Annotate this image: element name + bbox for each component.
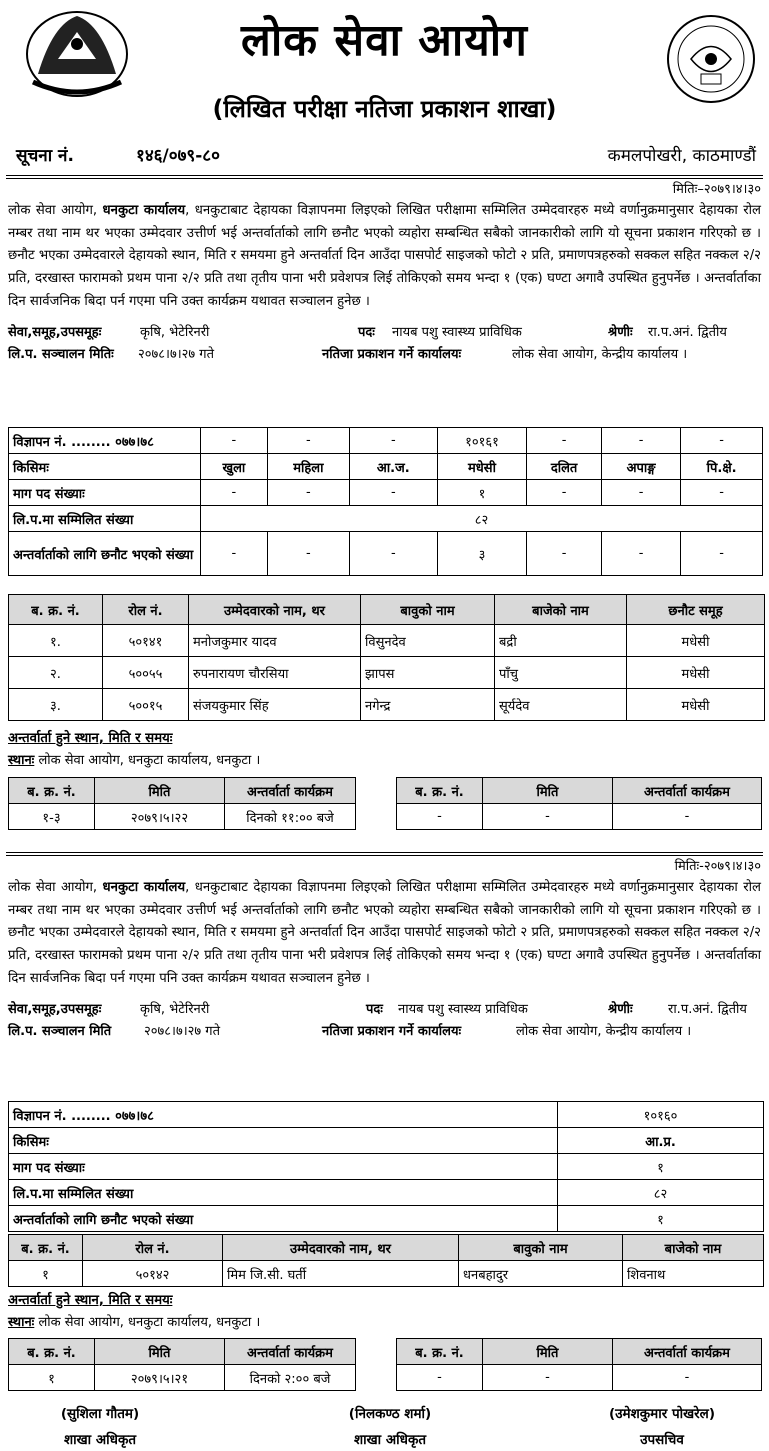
table-row: माग पद संख्याः - - - १ - - - xyxy=(9,480,763,506)
signature-title: उपसचिव xyxy=(640,1432,684,1448)
class-label: श्रेणीः xyxy=(608,324,633,340)
interview-heading: अन्तर्वार्ता हुने स्थान, मिति र समयः xyxy=(8,1293,173,1308)
service-value: कृषि, भेटेरिनरी xyxy=(140,1001,210,1017)
post-info xyxy=(0,322,769,366)
notice-number: १४६/०७९-८० xyxy=(136,146,220,166)
psc-logo-icon xyxy=(666,14,756,104)
result-office-label: नतिजा प्रकाशन गर्ने कार्यालयः xyxy=(322,1023,462,1039)
service-value: कृषि, भेटेरिनरी xyxy=(140,324,210,340)
divider xyxy=(6,852,763,856)
table-row: किसिमः खुला महिला आ.ज. मधेसी दलित अपाङ्ग पि.क्षे. xyxy=(9,454,763,480)
table-row: २. ५००५५ रुपनारायण चौरसिया झापस पाँचु मधेसी xyxy=(9,657,765,689)
schedule-table-left xyxy=(8,1338,356,1391)
table-row: - - - xyxy=(397,1365,762,1391)
table-row: अन्तर्वार्ताको लागि छनौट भएको संख्या १ xyxy=(9,1206,764,1232)
exam-date-label: लि.प. सञ्चालन मितिः xyxy=(8,346,114,362)
table-row: १-३ २०७९।५।२२ दिनको ११:०० बजे xyxy=(9,804,356,830)
signature-title: शाखा अधिकृत xyxy=(353,1432,427,1448)
signature-name: (सुशिला गौतम) xyxy=(60,1406,140,1422)
notice-paragraph: लोक सेवा आयोग, धनकुटा कार्यालय, धनकुटाबाट देहायका विज्ञापनमा लिइएको लिखित परीक्षामा सम्मिलित उम्मेदवारहरु मध्ये वर्णानुक्रमानुसार देहायका रोल नम्बर तथा नाम थर भएका उम्मेदवार उत्तीर्ण भई अन्तर्वार्ताको लागि छनौट भएको व्यहोरा सम्बन्धित सबैको जानकारीको लागि यो सूचना प्रकाशन गरिएको छ । छनौट भएका उम्मेदवारले देहायको स्थान, मिति र समयमा हुने अन्तर्वार्ता दिन आउँदा पासपोर्ट साइजको फोटो २ प्रति, प्रमाणपत्रहरुको सक्कल सहित नक्कल २/२ प्रति, दरखास्त फारामको प्रथम पाना २/२ प्रति तथा तृतीय पाना भरी प्रवेशपत्र लिई तोकिएको समय भन्दा १ (एक) घण्टा अगावै उपस्थित हुनुपर्नेछ । अन्तर्वार्ताका दिन सार्वजनिक बिदा पर्न गएमा पनि उक्त कार्यक्रम यथावत सञ्चालन हुनेछ । xyxy=(8,203,761,309)
notice-section-1 xyxy=(0,180,769,826)
table-row: १. ५०१४१ मनोजकुमार यादव विसुनदेव बद्री मधेसी xyxy=(9,625,765,657)
page-subtitle: (लिखित परीक्षा नतिजा प्रकाशन शाखा) xyxy=(212,95,557,123)
class-value: रा.प.अनं. द्वितीय xyxy=(648,324,727,340)
exam-date-value: २०७८।७।२७ गते xyxy=(138,346,215,362)
post-info xyxy=(0,999,769,1043)
summary-table xyxy=(8,427,763,576)
result-office-value: लोक सेवा आयोग, केन्द्रीय कार्यालय । xyxy=(516,1023,692,1039)
page-title: लोक सेवा आयोग xyxy=(241,15,528,66)
exam-date-label: लि.प. सञ्चालन मिति xyxy=(8,1023,112,1039)
post-value: नायब पशु स्वास्थ्य प्राविधिक xyxy=(398,1001,528,1017)
table-row: माग पद संख्याः १ xyxy=(9,1154,764,1180)
post-label: पदः xyxy=(358,324,375,340)
table-row: - - - xyxy=(397,804,762,830)
venue-line: स्थानः लोक सेवा आयोग, धनकुटा कार्यालय, धनकुटा । xyxy=(8,753,261,768)
candidates-table xyxy=(8,594,765,721)
table-row: विज्ञापन नं. ........ ०७७।७८ - - - १०१६१ - - - xyxy=(9,428,763,454)
result-office-label: नतिजा प्रकाशन गर्ने कार्यालयः xyxy=(322,346,462,362)
schedule-table-right xyxy=(396,777,762,830)
post-value: नायब पशु स्वास्थ्य प्राविधिक xyxy=(392,324,522,340)
divider xyxy=(6,175,763,179)
venue-line: स्थानः लोक सेवा आयोग, धनकुटा कार्यालय, धनकुटा । xyxy=(8,1315,261,1330)
signature-name: (उमेशकुमार पोखरेल) xyxy=(608,1406,716,1422)
table-row: ३. ५००१५ संजयकुमार सिंह नगेन्द्र सूर्यदेव मधेसी xyxy=(9,689,765,721)
table-header-row: ब. क्र. नं. रोल नं. उम्मेदवारको नाम, थर बावुको नाम बाजेको नाम xyxy=(9,1235,764,1261)
signature-title: शाखा अधिकृत xyxy=(63,1432,137,1448)
candidates-table xyxy=(8,1234,764,1287)
table-row: अन्तर्वार्ताको लागि छनौट भएको संख्या - - - ३ - - - xyxy=(9,532,763,576)
table-row: लि.प.मा सम्मिलित संख्या ८२ xyxy=(9,1180,764,1206)
class-value: रा.प.अनं. द्वितीय xyxy=(668,1001,747,1017)
schedule-table-right xyxy=(396,1338,762,1391)
notice-number-row xyxy=(16,143,756,169)
table-header-row: ब. क्र. नं. मिति अन्तर्वार्ता कार्यक्रम xyxy=(397,778,762,804)
table-header-row: ब. क्र. नं. मिति अन्तर्वार्ता कार्यक्रम xyxy=(397,1339,762,1365)
table-header-row: ब. क्र. नं. रोल नं. उम्मेदवारको नाम, थर बावुको नाम बाजेको नाम छनौट समूह xyxy=(9,595,765,625)
table-header-row: ब. क्र. नं. मिति अन्तर्वार्ता कार्यक्रम xyxy=(9,778,356,804)
service-label: सेवा,समूह,उपसमूहः xyxy=(8,324,102,340)
exam-date-value: २०७८।७।२७ गते xyxy=(144,1023,221,1039)
result-office-value: लोक सेवा आयोग, केन्द्रीय कार्यालय । xyxy=(512,346,688,362)
table-row: १ ५०१४२ मिम जि.सी. घर्ती धनबहादुर शिवनाथ xyxy=(9,1261,764,1287)
table-row: किसिमः आ.प्र. xyxy=(9,1128,764,1154)
notice-section-2 xyxy=(0,857,769,1387)
schedule-table-left xyxy=(8,777,356,830)
interview-heading: अन्तर्वार्ता हुने स्थान, मिति र समयः xyxy=(8,731,173,746)
class-label: श्रेणीः xyxy=(608,1001,633,1017)
table-header-row: ब. क्र. नं. मिति अन्तर्वार्ता कार्यक्रम xyxy=(9,1339,356,1365)
notice-date: मितिः–२०७९।४।३० xyxy=(672,182,761,197)
notice-date: मितिः-२०७९।४।३० xyxy=(674,859,761,874)
post-label: पदः xyxy=(366,1001,383,1017)
table-row: विज्ञापन नं. ........ ०७७।७८ १०१६० xyxy=(9,1102,764,1128)
table-row: लि.प.मा सम्मिलित संख्या ८२ xyxy=(9,506,763,532)
signature-name: (निलकण्ठ शर्मा) xyxy=(348,1406,432,1422)
table-row: १ २०७९।५।२१ दिनको २:०० बजे xyxy=(9,1365,356,1391)
summary-table xyxy=(8,1101,764,1232)
notice-label: सूचना नं. xyxy=(16,146,74,166)
office-address: कमलपोखरी, काठमाण्डौं xyxy=(607,146,756,166)
page-header xyxy=(0,0,769,135)
service-label: सेवा,समूह,उपसमूहः xyxy=(8,1001,102,1017)
notice-paragraph: लोक सेवा आयोग, धनकुटा कार्यालय, धनकुटाबाट देहायका विज्ञापनमा लिइएको लिखित परीक्षामा सम्मिलित उम्मेदवारहरु मध्ये वर्णानुक्रमानुसार देहायका रोल नम्बर तथा नाम थर भएका उम्मेदवार उत्तीर्ण भई अन्तर्वार्ताको लागि छनौट भएको व्यहोरा सम्बन्धित सबैको जानकारीको लागि यो सूचना प्रकाशन गरिएको छ । छनौट भएका उम्मेदवारले देहायको स्थान, मिति र समयमा हुने अन्तर्वार्ता दिन आउँदा पासपोर्ट साइजको फोटो २ प्रति, प्रमाणपत्रहरुको सक्कल सहित नक्कल २/२ प्रति, दरखास्त फारामको प्रथम पाना २/२ प्रति तथा तृतीय पाना भरी प्रवेशपत्र लिई तोकिएको समय भन्दा १ (एक) घण्टा अगावै उपस्थित हुनुपर्नेछ । अन्तर्वार्ताका दिन सार्वजनिक बिदा पर्न गएमा पनि उक्त कार्यक्रम यथावत सञ्चालन हुनेछ । xyxy=(8,880,761,986)
